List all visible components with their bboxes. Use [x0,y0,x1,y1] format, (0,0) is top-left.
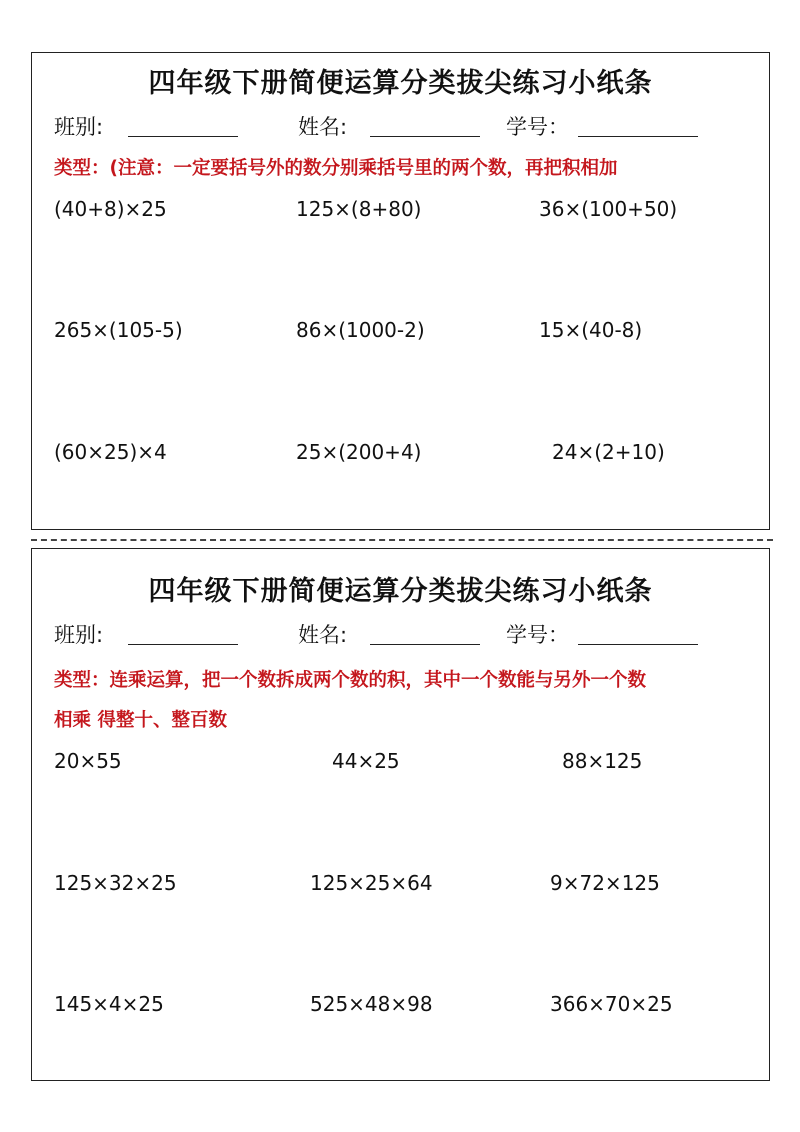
name-blank-line[interactable] [370,136,480,137]
student-id-blank-line[interactable] [578,644,698,645]
worksheet-title: 四年级下册简便运算分类拔尖练习小纸条 [148,68,653,99]
problem-item: 44×25 [332,749,400,773]
instruction-line: 类型：(注意：一定要括号外的数分别乘括号里的两个数，再把积相加 [54,158,618,179]
problem-item: 20×55 [54,749,122,773]
problem-item: (60×25)×4 [54,440,167,464]
name-label: 姓名: [298,623,348,647]
problem-item: 24×(2+10) [552,440,665,464]
problem-item: 125×(8+80) [296,197,422,221]
student-id-blank-line[interactable] [578,136,698,137]
class-field[interactable] [54,619,103,649]
name-label: 姓名: [298,115,348,139]
problem-item: 25×(200+4) [296,440,422,464]
student-id-label: 学号： [506,115,569,139]
problem-item: 265×(105-5) [54,318,183,342]
cut-line-divider [31,539,773,541]
student-id-field[interactable] [506,619,569,649]
problem-item: 366×70×25 [550,992,673,1016]
student-id-label: 学号： [506,623,569,647]
student-id-field[interactable] [506,111,569,141]
problem-item: 125×25×64 [310,871,433,895]
name-blank-line[interactable] [370,644,480,645]
problem-item: 36×(100+50) [539,197,678,221]
instruction-note [54,661,757,741]
class-label: 班别: [54,623,104,647]
instruction-line: 类型：连乘运算，把一个数拆成两个数的积，其中一个数能与另外一个数 [54,670,647,691]
problem-item: 15×(40-8) [539,318,643,342]
name-field[interactable] [298,619,347,649]
class-label: 班别: [54,115,104,139]
problem-item: 9×72×125 [550,871,660,895]
worksheet-title: 四年级下册简便运算分类拔尖练习小纸条 [148,576,653,607]
worksheet-card-1 [31,52,770,530]
problem-item: 88×125 [562,749,643,773]
worksheet-card-2 [31,548,770,1081]
instruction-note [54,149,757,189]
name-field[interactable] [298,111,347,141]
class-field[interactable] [54,111,103,141]
problem-item: 86×(1000-2) [296,318,425,342]
instruction-line: 相乘 得整十、整百数 [54,710,227,731]
problem-item: 125×32×25 [54,871,177,895]
class-blank-line[interactable] [128,644,238,645]
problem-item: 525×48×98 [310,992,433,1016]
problem-item: (40+8)×25 [54,197,167,221]
class-blank-line[interactable] [128,136,238,137]
problem-item: 145×4×25 [54,992,164,1016]
